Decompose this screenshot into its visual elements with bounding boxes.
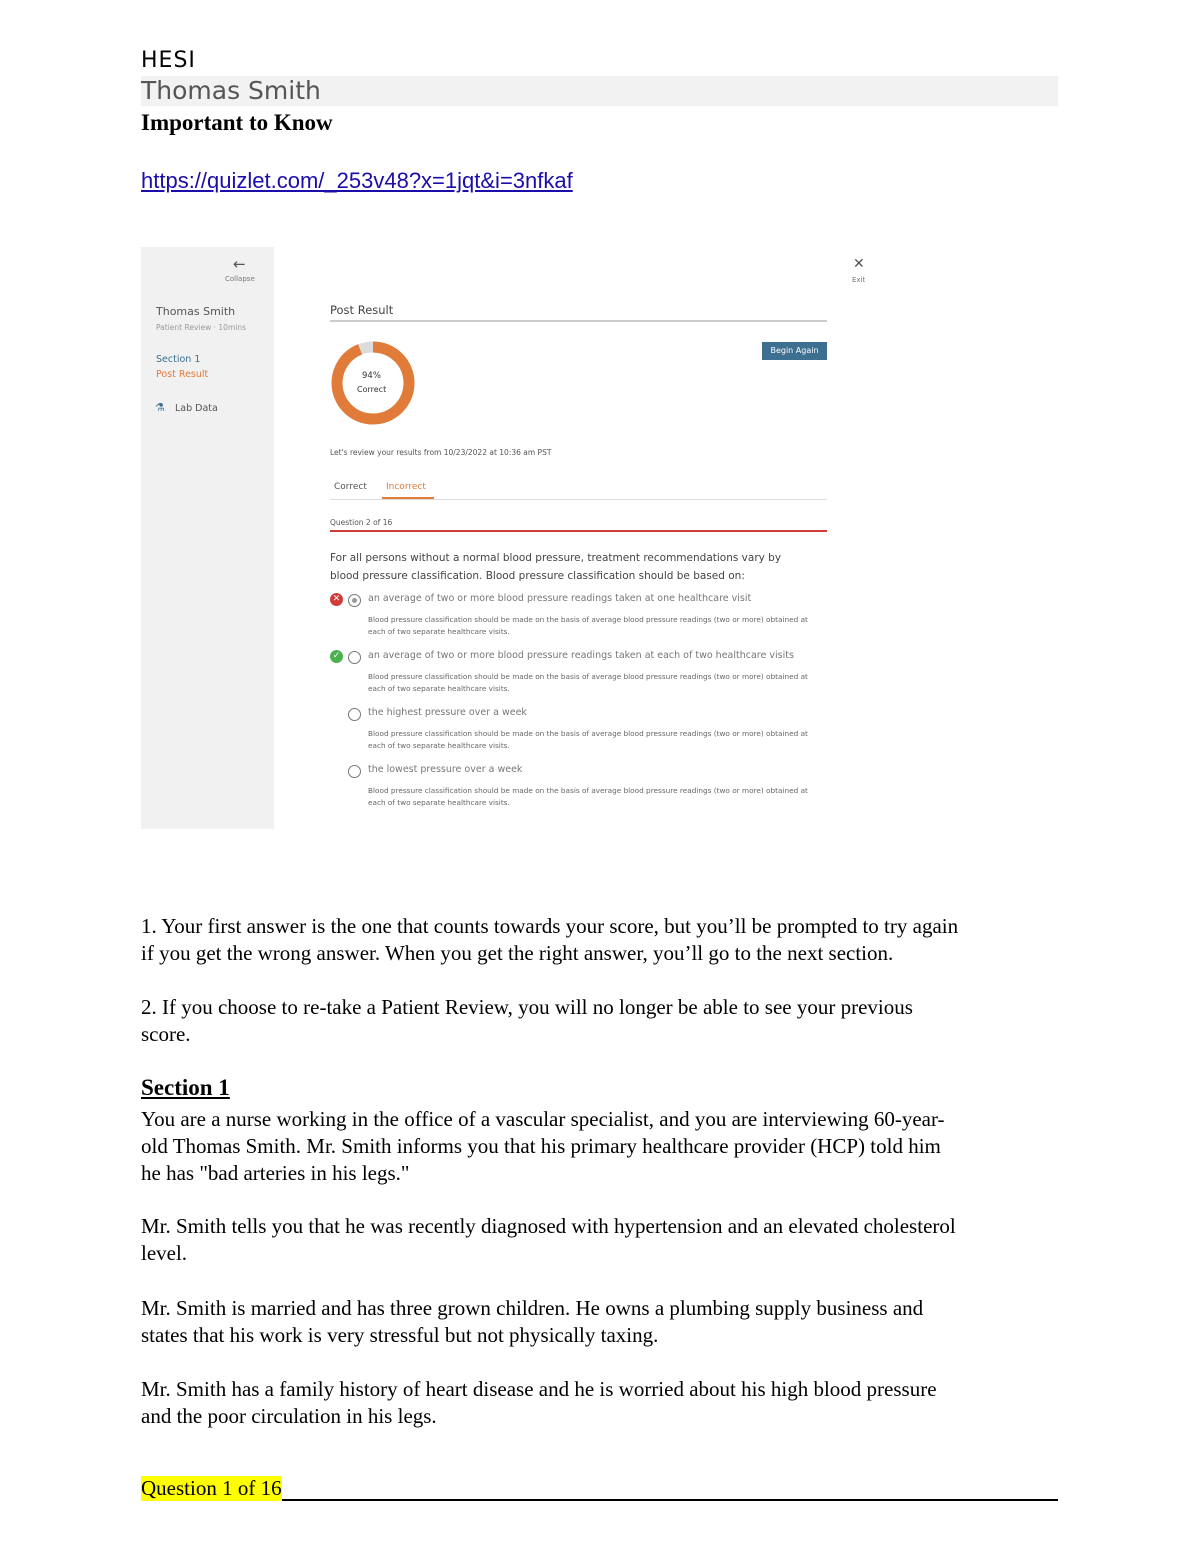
paragraph-1-line-3: he has "bad arteries in his legs." bbox=[141, 1161, 410, 1185]
paragraph-1 bbox=[141, 1106, 1071, 1187]
option-text-3: the highest pressure over a week bbox=[368, 707, 527, 718]
note-2-line-2: score. bbox=[141, 1022, 191, 1046]
score-percent: 94% bbox=[362, 371, 381, 381]
note-2-line-1: 2. If you choose to re-take a Patient Review, you will no longer be able to see your previous bbox=[141, 995, 913, 1019]
paragraph-4-line-2: and the poor circulation in his legs. bbox=[141, 1404, 437, 1428]
donut-score-arc bbox=[337, 347, 409, 419]
note-1-line-2: if you get the wrong answer. When you get the right answer, you’ll go to the next section. bbox=[141, 941, 894, 965]
sidebar bbox=[141, 247, 274, 829]
paragraph-1-line-1: You are a nurse working in the office of a vascular specialist, and you are interviewing 60-year- bbox=[141, 1107, 945, 1131]
question-label: Question 2 of 16 bbox=[330, 518, 393, 527]
back-arrow-icon[interactable]: ← bbox=[233, 255, 246, 273]
option-radio-1[interactable] bbox=[348, 594, 361, 607]
section-heading: Section 1 bbox=[141, 1075, 230, 1100]
patient-name: Thomas Smith bbox=[141, 76, 321, 105]
paragraph-2 bbox=[141, 1213, 1071, 1267]
score-donut bbox=[330, 340, 416, 426]
exit-label[interactable]: Exit bbox=[852, 276, 866, 284]
begin-again-button[interactable]: Begin Again bbox=[762, 342, 827, 360]
paragraph-3 bbox=[141, 1295, 1071, 1349]
option-rationale-3: Blood pressure classification should be made on the basis of average blood pressure readings (two or more) obtained at each of two separate healthcare visits. bbox=[368, 729, 808, 750]
course-title: HESI bbox=[141, 48, 196, 73]
correct-icon: ✓ bbox=[330, 650, 343, 663]
option-rationale-4: Blood pressure classification should be made on the basis of average blood pressure readings (two or more) obtained at each of two separate healthcare visits. bbox=[368, 786, 808, 807]
paragraph-4 bbox=[141, 1376, 1071, 1430]
post-result-title: Post Result bbox=[330, 303, 394, 317]
sidebar-item-section-1[interactable]: Section 1 bbox=[156, 354, 201, 365]
quizlet-link[interactable]: https://quizlet.com/_253v48?x=1jqt&i=3nfkaf bbox=[141, 168, 573, 193]
sidebar-item-lab-data[interactable]: Lab Data bbox=[175, 403, 218, 414]
incorrect-icon: ✕ bbox=[330, 593, 343, 606]
sidebar-patient-meta: Patient Review · 10mins bbox=[156, 323, 247, 332]
note-1-line-1: 1. Your first answer is the one that counts towards your score, but you’ll be prompted to try again bbox=[141, 914, 959, 938]
option-rationale-2: Blood pressure classification should be made on the basis of average blood pressure readings (two or more) obtained at each of two separate healthcare visits. bbox=[368, 672, 808, 693]
subtitle: Important to Know bbox=[141, 110, 333, 135]
question-text-line2: blood pressure classification. Blood pressure classification should be based on: bbox=[330, 570, 745, 582]
note-1 bbox=[141, 913, 1071, 967]
question-text-line1: For all persons without a normal blood pressure, treatment recommendations vary by bbox=[330, 552, 782, 564]
option-rationale-1: Blood pressure classification should be made on the basis of average blood pressure readings (two or more) obtained at each of two separate healthcare visits. bbox=[368, 615, 808, 636]
option-radio-4[interactable] bbox=[348, 765, 361, 778]
sidebar-patient-name: Thomas Smith bbox=[156, 305, 236, 318]
paragraph-1-line-2: old Thomas Smith. Mr. Smith informs you that his primary healthcare provider (HCP) told him bbox=[141, 1134, 941, 1158]
paragraph-3-line-2: states that his work is very stressful but not physically taxing. bbox=[141, 1323, 659, 1347]
note-2 bbox=[141, 994, 1071, 1048]
paragraph-4-line-1: Mr. Smith has a family history of heart disease and he is worried about his high blood pressure bbox=[141, 1377, 937, 1401]
title-rule bbox=[330, 320, 827, 322]
score-label: Correct bbox=[357, 385, 387, 394]
tab-correct[interactable]: Correct bbox=[334, 482, 367, 492]
option-radio-3[interactable] bbox=[348, 708, 361, 721]
question-1-label: Question 1 of 16 bbox=[141, 1476, 282, 1500]
question-rule bbox=[330, 530, 827, 532]
paragraph-3-line-1: Mr. Smith is married and has three grown children. He owns a plumbing supply business and bbox=[141, 1296, 924, 1320]
tab-incorrect[interactable]: Incorrect bbox=[386, 482, 426, 492]
review-text: Let's review your results from 10/23/2022 at 10:36 am PST bbox=[330, 448, 552, 457]
paragraph-2-line-1: Mr. Smith tells you that he was recently diagnosed with hypertension and an elevated cholesterol bbox=[141, 1214, 956, 1238]
tabs-rule bbox=[330, 499, 827, 500]
option-text-2: an average of two or more blood pressure readings taken at each of two healthcare visits bbox=[368, 650, 794, 661]
option-radio-2[interactable] bbox=[348, 651, 361, 664]
collapse-label[interactable]: Collapse bbox=[225, 275, 255, 283]
sidebar-item-post-result[interactable]: Post Result bbox=[156, 369, 209, 380]
option-text-1: an average of two or more blood pressure readings taken at one healthcare visit bbox=[368, 593, 752, 604]
embedded-screenshot bbox=[141, 247, 876, 829]
option-text-4: the lowest pressure over a week bbox=[368, 764, 523, 775]
close-icon[interactable]: ✕ bbox=[853, 256, 865, 272]
lab-data-icon[interactable]: ⚗ bbox=[155, 401, 165, 414]
paragraph-2-line-2: level. bbox=[141, 1241, 188, 1265]
